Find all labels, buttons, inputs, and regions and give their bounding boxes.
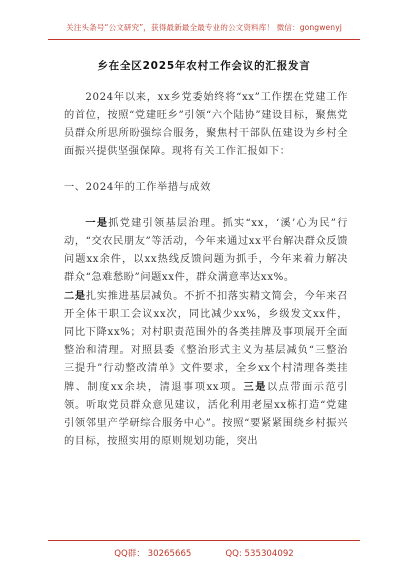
document-title: 乡在全区2025年农村工作会议的汇报发言: [97, 60, 311, 72]
point-text-3: 以点带面示范引领。听取党员群众意见建议，活化利用老屋xx栋打造“党建引领邻里产学研综合服务中心”。按照“要紧紧围绕乡村振兴的目标，按照实用的原则规划功能，突出: [64, 382, 349, 447]
bottom-divider: [48, 540, 360, 541]
point-text-2: 扎实推进基层减负。不折不扣落实精文简会，今年来召开全体干职工会议xx次，同比减少xx%，乡级发文xx件，同比下降xx%；对村职责范围外的各类挂牌及事项展开全面整治和清理。对照县委《整治形式主义为基层减负“三整治三提升”行动整改清单》文件要求，全乡xx个村清理各类挂牌、制度xx余块，清退事项xx项。: [64, 291, 348, 393]
section-heading: 一、2024年的工作举措与成效: [64, 182, 211, 193]
footer-contacts: [0, 547, 408, 559]
point-text-1: 抓党建引领基层治理。抓实“xx，‘溪’心为民”行动，“交农民朋友”等活动，今年来通过xx平台解决群众反馈问题xx余件，以xx热线反馈问题为抓手，今年来着力解决群众“急难愁盼”问题xx件，群众满意率达xx%。: [64, 218, 348, 283]
point-paragraph-1: [64, 214, 348, 287]
top-banner: 关注头条号“公文研究”，获得最新最全最专业的公文资料库！ 微信：gongwenyj: [66, 23, 342, 32]
intro-paragraph: 2024年以来，xx乡党委始终将“xx”工作摆在党建工作的首位，按照“党建旺乡”引领“六个陆协”建设目标，聚焦党员群众所思所盼强综合服务，聚焦村干部队伍建设为乡村全面振兴提供坚强保障。现将有关工作汇报如下：: [64, 92, 348, 157]
document-body: [64, 89, 348, 451]
top-divider: [48, 39, 360, 40]
point-paragraph-2: [64, 287, 348, 451]
footer-qq-number: QQ: 535304092: [225, 549, 294, 559]
point-lead-1: 一是: [85, 217, 109, 229]
point-lead-2: 二是: [64, 290, 86, 302]
point-lead-3: 三是: [243, 381, 267, 393]
footer-qq-group: QQ群： 30265665: [114, 549, 192, 559]
